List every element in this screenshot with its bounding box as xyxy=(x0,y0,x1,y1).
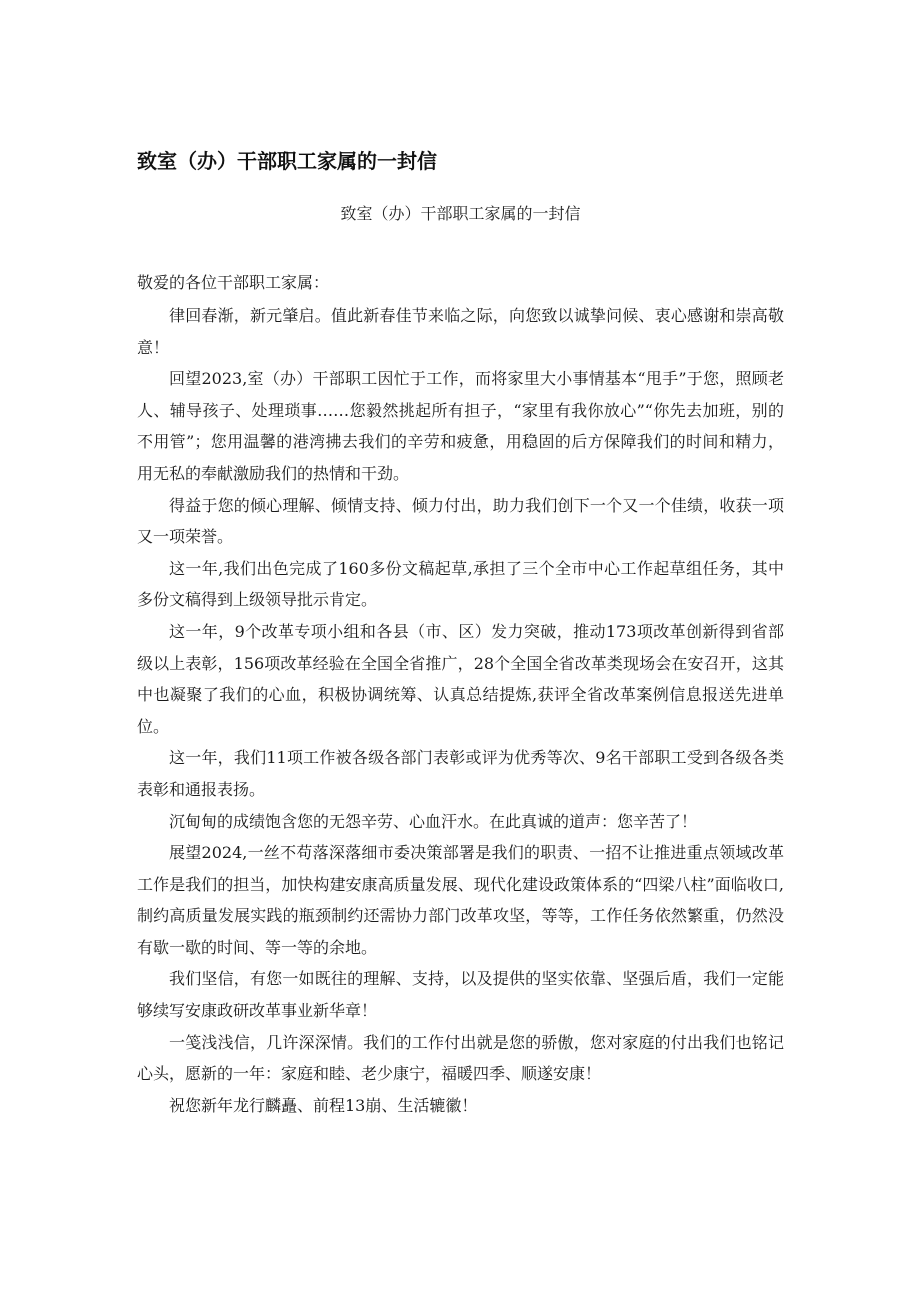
paragraph: 这一年，9个改革专项小组和各县（市、区）发力突破，推动173项改革创新得到省部级以上表彰，156项改革经验在全国全省推广，28个全国全省改革类现场会在安召开，这其中也凝聚了我们的心血，积极协调统筹、认真总结提炼,获评全省改革案例信息报送先进单位。 xyxy=(137,621,784,736)
paragraph: 这一年，我们11项工作被各级各部门表彰或评为优秀等次、9名干部职工受到各级各类表彰和通报表扬。 xyxy=(137,748,784,799)
paragraph: 祝您新年龙行麟矗、前程13崩、生活辘徽！ xyxy=(169,1095,478,1115)
document-heading: 致室（办）干部职工家属的一封信 xyxy=(137,149,437,173)
letter-title: 致室（办）干部职工家属的一封信 xyxy=(340,204,581,223)
paragraph: 我们坚信，有您一如既往的理解、支持，以及提供的坚实依靠、坚强后盾，我们一定能够续写安康政研改革事业新华章！ xyxy=(137,969,784,1021)
paragraph: 回望2023,室（办）干部职工因忙于工作，而将家里大小事情基本“甩手”于您，照顾老人、辅导孩子、处理琐事……您毅然挑起所有担子，“家里有我你放心”“你先去加班，别的不用管”；您用温馨的港湾拂去我们的辛劳和疲惫，用稳固的后方保障我们的时间和精力，用无私的奉献激励我们的热情和干劲。 xyxy=(137,369,784,483)
paragraph: 一笺浅浅信，几许深深情。我们的工作付出就是您的骄傲，您对家庭的付出我们也铭记心头，愿新的一年：家庭和睦、老少康宁，福暖四季、顺遂安康！ xyxy=(137,1032,784,1084)
paragraph: 这一年,我们出色完成了160多份文稿起草,承担了三个全市中心工作起草组任务，其中多份文稿得到上级领导批示肯定。 xyxy=(137,558,784,610)
paragraph: 沉甸甸的成绩饱含您的无怨辛劳、心血汗水。在此真诚的道声：您辛苦了！ xyxy=(169,811,698,831)
paragraph: 得益于您的倾心理解、倾情支持、倾力付出，助力我们创下一个又一个佳绩，收获一项又一项荣誉。 xyxy=(137,495,784,547)
paragraph: 律回春渐，新元肇启。值此新春佳节来临之际，向您致以诚挚问候、衷心感谢和崇高敬意！ xyxy=(137,306,784,357)
salutation: 敬爱的各位干部职工家属： xyxy=(137,273,330,292)
letter-body xyxy=(137,300,784,1121)
paragraph: 展望2024,一丝不苟落深落细市委决策部署是我们的职责、一招不让推进重点领域改革工作是我们的担当，加快构建安康高质量发展、现代化建设政策体系的“四梁八柱”面临收口,制约高质量发展实践的瓶颈制约还需协力部门改革攻坚，等等，工作任务依然繁重，仍然没有歇一歇的时间、等一等的余地。 xyxy=(137,843,784,957)
